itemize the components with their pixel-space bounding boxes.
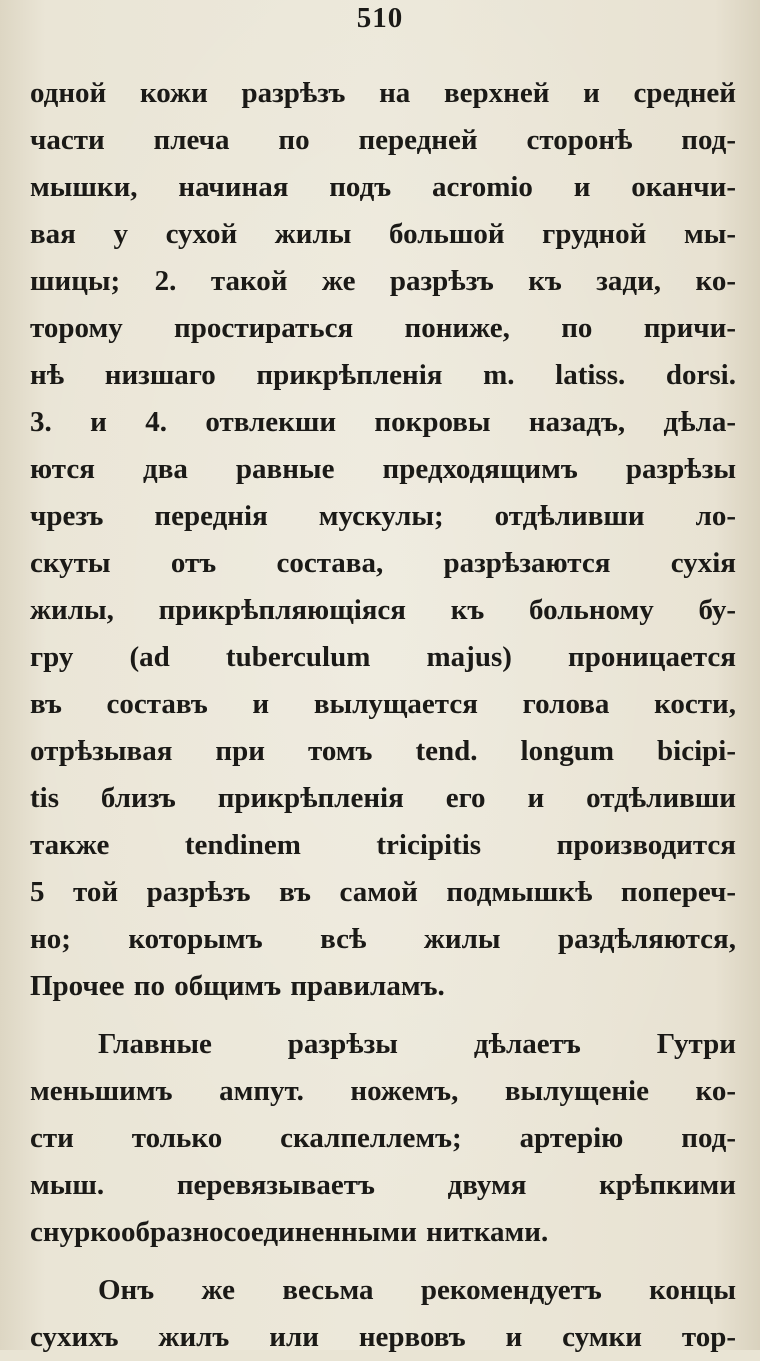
text-line: сухихъ жилъ или нервовъ и сумки тор- <box>30 1321 736 1353</box>
text-line: меньшимъ ампут. ножемъ, вылущеніе ко- <box>30 1075 736 1107</box>
paragraph-2 <box>30 1021 736 1256</box>
text-line: мыш. перевязываетъ двумя крѣпкими <box>30 1169 736 1201</box>
text-line: отрѣзывая при томъ tend. longum bicipi- <box>30 735 736 767</box>
text-line: чрезъ переднія мускулы; отдѣливши ло- <box>30 500 736 532</box>
text-line: 5 той разрѣзъ въ самой подмышкѣ попереч- <box>30 876 736 908</box>
text-line: tis близъ прикрѣпленія его и отдѣливши <box>30 782 736 814</box>
text-line: скуты отъ состава, разрѣзаются сухія <box>30 547 736 579</box>
text-line: также tendinem tricipitis производится <box>30 829 736 861</box>
body-text <box>30 70 736 1361</box>
paragraph-gap <box>30 1010 736 1021</box>
text-line: жилы, прикрѣпляющіяся къ больному бу- <box>30 594 736 626</box>
text-line: сти только скалпеллемъ; артерію под- <box>30 1122 736 1154</box>
text-line: торому простираться пониже, по причи- <box>30 312 736 344</box>
page-number: 510 <box>356 2 404 34</box>
paragraph-gap <box>30 1256 736 1267</box>
text-line: въ составъ и вылущается голова кости, <box>30 688 736 720</box>
text-line: шицы; 2. такой же разрѣзъ къ зади, ко- <box>30 265 736 297</box>
text-line: одной кожи разрѣзъ на верхней и средней <box>30 77 736 109</box>
text-line: снуркообразносоединенными нитками. <box>30 1216 549 1248</box>
text-line: но; которымъ всѣ жилы раздѣляются, <box>30 923 736 955</box>
text-line: вая у сухой жилы большой грудной мы- <box>30 218 736 250</box>
paragraph-3 <box>30 1267 736 1361</box>
text-line: нѣ низшаго прикрѣпленія m. latiss. dorsi. <box>30 359 736 391</box>
text-line: гру (ad tuberculum majus) проницается <box>30 641 736 673</box>
text-line: Главные разрѣзы дѣлаетъ Гутри <box>98 1028 736 1060</box>
text-line: Онъ же весьма рекомендуетъ концы <box>98 1274 736 1306</box>
paragraph-1 <box>30 70 736 1010</box>
text-line: ются два равные предходящимъ разрѣзы <box>30 453 736 485</box>
text-line: части плеча по передней сторонѣ под- <box>30 124 736 156</box>
text-line: Прочее по общимъ правиламъ. <box>30 970 445 1002</box>
text-line: мышки, начиная подъ acromio и оканчи- <box>30 171 736 203</box>
text-line: 3. и 4. отвлекши покровы назадъ, дѣла- <box>30 406 736 438</box>
